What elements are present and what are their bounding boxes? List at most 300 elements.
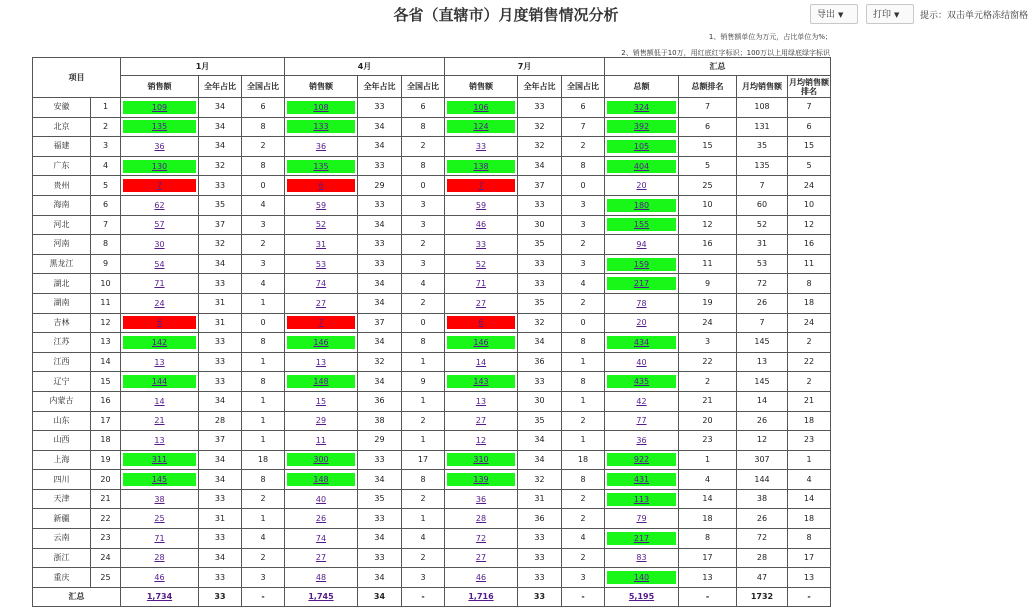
month-sales-link[interactable]: 27 — [315, 298, 327, 308]
year-share: 33 — [199, 333, 242, 353]
row-index: 4 — [91, 156, 121, 176]
national-share: 1 — [242, 509, 285, 529]
national-share: 3 — [562, 568, 605, 588]
total-sales-link[interactable]: 42 — [636, 396, 647, 406]
month-sales-cell — [285, 352, 358, 372]
month-sales-cell — [285, 274, 358, 294]
national-share: 8 — [242, 333, 285, 353]
total-rank: 20 — [679, 411, 737, 431]
avg-rank: 16 — [788, 235, 831, 255]
month-sales-cell — [285, 470, 358, 490]
month-sales-link[interactable]: 59 — [315, 200, 327, 210]
year-share: 37 — [199, 215, 242, 235]
row-index: 23 — [91, 529, 121, 549]
year-share: 34 — [358, 529, 402, 549]
avg-rank: 7 — [788, 98, 831, 118]
total-sales-link[interactable]: 922 — [607, 453, 676, 466]
header-year-share: 全年占比 — [358, 76, 402, 98]
month-sales-link[interactable]: 27 — [475, 553, 487, 563]
month-sales-link[interactable]: 33 — [475, 141, 487, 151]
total-sales-link[interactable]: 435 — [607, 375, 676, 388]
year-share: 33 — [199, 372, 242, 392]
month-sales-cell — [445, 137, 518, 157]
month-sales-link[interactable]: 15 — [315, 396, 327, 406]
month-sales-link[interactable]: 143 — [447, 375, 515, 388]
province-name: 山西 — [33, 431, 91, 451]
total-sales-cell — [605, 548, 679, 568]
total-sales-link[interactable]: 105 — [607, 140, 676, 153]
year-share: 34 — [199, 137, 242, 157]
month-sales-cell — [445, 431, 518, 451]
avg-rank: 1 — [788, 450, 831, 470]
month-sales-link[interactable]: 7 — [287, 316, 355, 329]
national-share: 0 — [562, 176, 605, 196]
avg-rank: 12 — [788, 215, 831, 235]
year-share: 35 — [518, 235, 562, 255]
avg-rank: 18 — [788, 293, 831, 313]
year-share: 33 — [199, 489, 242, 509]
province-name: 天津 — [33, 489, 91, 509]
year-share: 33 — [358, 548, 402, 568]
row-index: 14 — [91, 352, 121, 372]
month-sales-cell — [121, 372, 199, 392]
table-row — [33, 411, 831, 431]
month-sales-link[interactable]: 310 — [447, 453, 515, 466]
header-year-share: 全年占比 — [199, 76, 242, 98]
table-row — [33, 470, 831, 490]
month-sales-link[interactable]: 7 — [123, 179, 196, 192]
month-sales-link[interactable]: 52 — [315, 220, 327, 230]
total-sales-link[interactable]: 77 — [636, 416, 647, 426]
year-share-total: 33 — [199, 587, 242, 606]
total-rank: 5 — [679, 156, 737, 176]
month-sales-link[interactable]: 6 — [123, 316, 196, 329]
table-row — [33, 98, 831, 118]
month-sales-cell — [445, 215, 518, 235]
province-name: 河南 — [33, 235, 91, 255]
month-sales-cell — [445, 489, 518, 509]
month-sales-link[interactable]: 46 — [475, 573, 487, 583]
national-share: 6 — [242, 98, 285, 118]
table-row — [33, 509, 831, 529]
province-name: 内蒙古 — [33, 391, 91, 411]
month-sales-link[interactable]: 13 — [154, 357, 165, 367]
month-sales-cell — [121, 293, 199, 313]
year-share: 36 — [518, 509, 562, 529]
total-sales-cell — [605, 117, 679, 137]
month-sales-link[interactable]: 31 — [315, 239, 327, 249]
national-share: 8 — [242, 372, 285, 392]
national-share: 1 — [242, 431, 285, 451]
month-sales-cell — [121, 137, 199, 157]
month-sales-link[interactable]: 28 — [475, 514, 487, 524]
total-sales-link[interactable]: 434 — [607, 336, 676, 349]
month-sales-link[interactable]: 6 — [447, 316, 515, 329]
year-share: 34 — [358, 568, 402, 588]
month-sales-link[interactable]: 7 — [447, 179, 515, 192]
month-sales-link[interactable]: 57 — [154, 220, 165, 230]
total-sales-link[interactable]: 155 — [607, 218, 676, 231]
month-sales-cell — [121, 431, 199, 451]
national-share: 6 — [402, 98, 445, 118]
month-sales-cell — [285, 333, 358, 353]
month-sales-link[interactable]: 133 — [287, 120, 355, 133]
total-sales-link[interactable]: 180 — [607, 199, 676, 212]
month-sales-link[interactable]: 27 — [475, 298, 487, 308]
month-sales-link[interactable]: 25 — [154, 514, 165, 524]
table-row — [33, 254, 831, 274]
table-row — [33, 274, 831, 294]
month-sales-cell — [285, 254, 358, 274]
national-share: 4 — [562, 274, 605, 294]
national-share: 1 — [402, 509, 445, 529]
national-share: 2 — [242, 137, 285, 157]
total-sales-cell — [605, 215, 679, 235]
table-row — [33, 195, 831, 215]
month-sales-link[interactable]: 135 — [123, 120, 196, 133]
year-share: 29 — [358, 176, 402, 196]
avg-rank: 6 — [788, 117, 831, 137]
total-rank: 7 — [679, 98, 737, 118]
national-share: 3 — [242, 215, 285, 235]
month-sales-cell — [445, 313, 518, 333]
year-share: 33 — [199, 176, 242, 196]
year-share: 35 — [518, 293, 562, 313]
print-button[interactable] — [866, 4, 914, 24]
year-share: 32 — [199, 156, 242, 176]
total-sales-cell — [605, 156, 679, 176]
month-sales-cell — [121, 235, 199, 255]
header-total: 总额 — [605, 76, 679, 98]
month-sales-cell — [285, 431, 358, 451]
national-share: 2 — [402, 137, 445, 157]
national-share: 2 — [402, 411, 445, 431]
national-share: 8 — [242, 470, 285, 490]
month-sales-link[interactable]: 36 — [475, 494, 487, 504]
total-sales-link[interactable]: 140 — [607, 571, 676, 584]
national-share: 1 — [402, 391, 445, 411]
national-share: 1 — [242, 411, 285, 431]
total-sales-link[interactable]: 217 — [607, 277, 676, 290]
province-name: 湖南 — [33, 293, 91, 313]
year-share: 33 — [518, 548, 562, 568]
month-sales-cell — [445, 293, 518, 313]
month-sales-link[interactable]: 124 — [447, 120, 515, 133]
month-sales-cell — [445, 391, 518, 411]
year-share: 33 — [518, 274, 562, 294]
year-share: 31 — [199, 313, 242, 333]
total-sales-link[interactable]: 113 — [607, 493, 676, 506]
monthly-avg: 26 — [737, 411, 788, 431]
province-name: 吉林 — [33, 313, 91, 333]
year-share: 33 — [518, 98, 562, 118]
year-share: 34 — [199, 450, 242, 470]
month-sales-cell — [285, 548, 358, 568]
total-rank: 3 — [679, 333, 737, 353]
grand-total-sales-link[interactable]: 5,195 — [628, 592, 655, 602]
month-sales-cell — [285, 137, 358, 157]
year-share: 34 — [358, 470, 402, 490]
province-name: 新疆 — [33, 509, 91, 529]
month-sales-link[interactable]: 46 — [475, 220, 487, 230]
month-sales-link[interactable]: 148 — [287, 473, 355, 486]
month-sales-link[interactable]: 144 — [123, 375, 196, 388]
year-share-total: 34 — [358, 587, 402, 606]
year-share: 33 — [199, 568, 242, 588]
total-sales-link[interactable]: 404 — [607, 160, 676, 173]
total-sales-link[interactable]: 392 — [607, 120, 676, 133]
national-share: 3 — [562, 215, 605, 235]
print-button-label: 打印 — [873, 10, 892, 20]
province-name: 浙江 — [33, 548, 91, 568]
month-sales-link[interactable]: 13 — [315, 357, 327, 367]
total-sales-link[interactable]: 78 — [636, 298, 647, 308]
table-row — [33, 137, 831, 157]
avg-rank: 21 — [788, 391, 831, 411]
total-sales-link[interactable]: 36 — [636, 435, 647, 445]
month-sales-cell — [445, 176, 518, 196]
national-share: 1 — [562, 352, 605, 372]
monthly-avg: 35 — [737, 137, 788, 157]
province-name: 辽宁 — [33, 372, 91, 392]
row-index: 8 — [91, 235, 121, 255]
month-sales-link[interactable]: 14 — [475, 357, 487, 367]
month-sales-cell — [121, 156, 199, 176]
month-sales-cell — [121, 489, 199, 509]
month-sales-link[interactable]: 130 — [123, 160, 196, 173]
month-sales-cell — [121, 117, 199, 137]
national-share: 2 — [562, 509, 605, 529]
table-row — [33, 450, 831, 470]
total-rank: 15 — [679, 137, 737, 157]
total-sales-link[interactable]: 94 — [636, 239, 647, 249]
national-share: 1 — [242, 293, 285, 313]
header-summary: 汇总 — [605, 58, 831, 76]
total-sales-cell — [605, 176, 679, 196]
month-sales-link[interactable]: 146 — [447, 336, 515, 349]
month-sales-link[interactable]: 46 — [154, 573, 165, 583]
avg-rank: 18 — [788, 509, 831, 529]
month-sales-link[interactable]: 52 — [475, 259, 487, 269]
year-share: 33 — [518, 195, 562, 215]
monthly-avg: 12 — [737, 431, 788, 451]
year-share: 35 — [199, 195, 242, 215]
national-share: 18 — [562, 450, 605, 470]
year-share: 32 — [518, 470, 562, 490]
total-sales-link[interactable]: 159 — [607, 258, 676, 271]
year-share: 34 — [358, 215, 402, 235]
month-sales-link[interactable]: 106 — [447, 101, 515, 114]
month-sales-link[interactable]: 29 — [315, 416, 327, 426]
month-sales-total-link[interactable]: 1,734 — [146, 592, 173, 602]
total-rank: 10 — [679, 195, 737, 215]
month-sales-link[interactable]: 54 — [154, 259, 165, 269]
year-share: 37 — [199, 431, 242, 451]
month-sales-link[interactable]: 13 — [154, 435, 165, 445]
month-sales-link[interactable]: 300 — [287, 453, 355, 466]
month-sales-link[interactable]: 62 — [154, 200, 165, 210]
year-share: 33 — [518, 568, 562, 588]
total-sales-link[interactable]: 431 — [607, 473, 676, 486]
month-sales-cell — [285, 568, 358, 588]
month-sales-link[interactable]: 36 — [154, 141, 165, 151]
row-index: 3 — [91, 137, 121, 157]
month-sales-cell — [445, 470, 518, 490]
total-sales-cell — [605, 470, 679, 490]
month-sales-cell — [445, 529, 518, 549]
month-sales-link[interactable]: 74 — [315, 533, 327, 543]
total-sales-link[interactable]: 40 — [636, 357, 647, 367]
month-sales-link[interactable]: 109 — [123, 101, 196, 114]
row-index: 1 — [91, 98, 121, 118]
month-sales-cell — [445, 98, 518, 118]
month-sales-link[interactable]: 27 — [475, 416, 487, 426]
monthly-avg: 60 — [737, 195, 788, 215]
national-share: 9 — [402, 372, 445, 392]
total-sales-cell — [605, 254, 679, 274]
month-sales-cell — [121, 450, 199, 470]
avg-rank: 2 — [788, 333, 831, 353]
total-sales-link[interactable]: 217 — [607, 532, 676, 545]
table-row — [33, 176, 831, 196]
year-share: 38 — [358, 411, 402, 431]
month-sales-link[interactable]: 59 — [475, 200, 487, 210]
month-sales-link[interactable]: 146 — [287, 336, 355, 349]
month-sales-total-link[interactable]: 1,745 — [308, 592, 334, 602]
total-sales-link[interactable]: 20 — [636, 181, 647, 191]
month-sales-cell — [121, 470, 199, 490]
month-sales-link[interactable]: 138 — [447, 160, 515, 173]
month-sales-link[interactable]: 71 — [154, 279, 165, 289]
month-sales-link[interactable]: 74 — [315, 279, 327, 289]
month-sales-link[interactable]: 148 — [287, 375, 355, 388]
total-sales-cell — [605, 352, 679, 372]
total-sales-link[interactable]: 20 — [636, 318, 647, 328]
month-sales-link[interactable]: 311 — [123, 453, 196, 466]
year-share: 34 — [518, 431, 562, 451]
avg-rank: 11 — [788, 254, 831, 274]
table-row — [33, 333, 831, 353]
month-sales-link[interactable]: 24 — [154, 298, 165, 308]
avg-rank: 24 — [788, 313, 831, 333]
year-share: 33 — [518, 254, 562, 274]
table-row — [33, 352, 831, 372]
month-sales-link[interactable]: 36 — [315, 141, 327, 151]
month-sales-cell — [121, 529, 199, 549]
month-sales-cell — [121, 352, 199, 372]
monthly-avg: 72 — [737, 529, 788, 549]
year-share: 33 — [358, 235, 402, 255]
national-share: 3 — [402, 195, 445, 215]
month-sales-cell — [121, 254, 199, 274]
month-sales-link[interactable]: 48 — [315, 573, 327, 583]
row-index: 20 — [91, 470, 121, 490]
month-sales-link[interactable]: 71 — [154, 533, 165, 543]
month-sales-cell — [445, 254, 518, 274]
month-sales-link[interactable]: 12 — [475, 435, 487, 445]
month-sales-cell — [445, 195, 518, 215]
month-sales-cell — [445, 568, 518, 588]
month-sales-link[interactable]: 145 — [123, 473, 196, 486]
year-share: 33 — [518, 529, 562, 549]
national-share: 0 — [242, 313, 285, 333]
monthly-avg: 13 — [737, 352, 788, 372]
monthly-avg: 47 — [737, 568, 788, 588]
national-share: 3 — [402, 215, 445, 235]
month-sales-cell — [285, 195, 358, 215]
national-share: 2 — [242, 548, 285, 568]
month-sales-link[interactable]: 28 — [154, 553, 165, 563]
monthly-avg: 52 — [737, 215, 788, 235]
month-sales-link[interactable]: 14 — [154, 396, 165, 406]
year-share: 32 — [518, 117, 562, 137]
month-sales-link[interactable]: 13 — [475, 396, 487, 406]
national-share: 2 — [562, 235, 605, 255]
month-sales-link[interactable]: 11 — [315, 435, 327, 445]
avg-rank: 23 — [788, 431, 831, 451]
month-sales-cell — [121, 548, 199, 568]
total-rank: 24 — [679, 313, 737, 333]
total-sales-cell — [605, 195, 679, 215]
month-sales-link[interactable]: 71 — [475, 279, 487, 289]
row-index: 11 — [91, 293, 121, 313]
total-sales-link[interactable]: 83 — [636, 553, 647, 563]
month-sales-link[interactable]: 53 — [315, 259, 327, 269]
year-share: 34 — [199, 254, 242, 274]
month-sales-link[interactable]: 26 — [315, 514, 327, 524]
month-sales-link[interactable]: 40 — [315, 494, 327, 504]
month-sales-link[interactable]: 38 — [154, 494, 165, 504]
total-rank: 23 — [679, 431, 737, 451]
total-rank: 12 — [679, 215, 737, 235]
total-sales-link[interactable]: 324 — [607, 101, 676, 114]
total-rank: 19 — [679, 293, 737, 313]
table-row — [33, 293, 831, 313]
month-sales-link[interactable]: 27 — [315, 553, 327, 563]
month-sales-cell — [285, 176, 358, 196]
month-sales-link[interactable]: 142 — [123, 336, 196, 349]
month-sales-cell — [285, 509, 358, 529]
total-sales-link[interactable]: 79 — [636, 514, 647, 524]
month-sales-link[interactable]: 108 — [287, 101, 355, 114]
header-total-rank: 总额排名 — [679, 76, 737, 98]
table-row — [33, 431, 831, 451]
national-share: 2 — [242, 489, 285, 509]
year-share-total: 33 — [518, 587, 562, 606]
month-sales-link[interactable]: 33 — [475, 239, 487, 249]
header-national-share: 全国占比 — [402, 76, 445, 98]
month-sales-cell — [121, 98, 199, 118]
national-share: 18 — [242, 450, 285, 470]
total-sales-cell — [605, 529, 679, 549]
export-button[interactable] — [810, 4, 858, 24]
month-sales-link[interactable]: 72 — [475, 533, 487, 543]
freeze-hint: 提示：双击单元格冻结窗格 — [920, 11, 1028, 21]
total-rank: 6 — [679, 117, 737, 137]
month-sales-total-link[interactable]: 1,716 — [468, 592, 494, 602]
month-sales-link[interactable]: 30 — [154, 239, 165, 249]
month-sales-link[interactable]: 6 — [287, 179, 355, 192]
month-sales-link[interactable]: 139 — [447, 473, 515, 486]
month-sales-cell — [285, 450, 358, 470]
month-sales-link[interactable]: 21 — [154, 416, 165, 426]
province-name: 福建 — [33, 137, 91, 157]
national-share: 8 — [242, 156, 285, 176]
monthly-avg: 7 — [737, 313, 788, 333]
row-index: 17 — [91, 411, 121, 431]
total-row — [33, 587, 831, 606]
month-sales-link[interactable]: 135 — [287, 160, 355, 173]
